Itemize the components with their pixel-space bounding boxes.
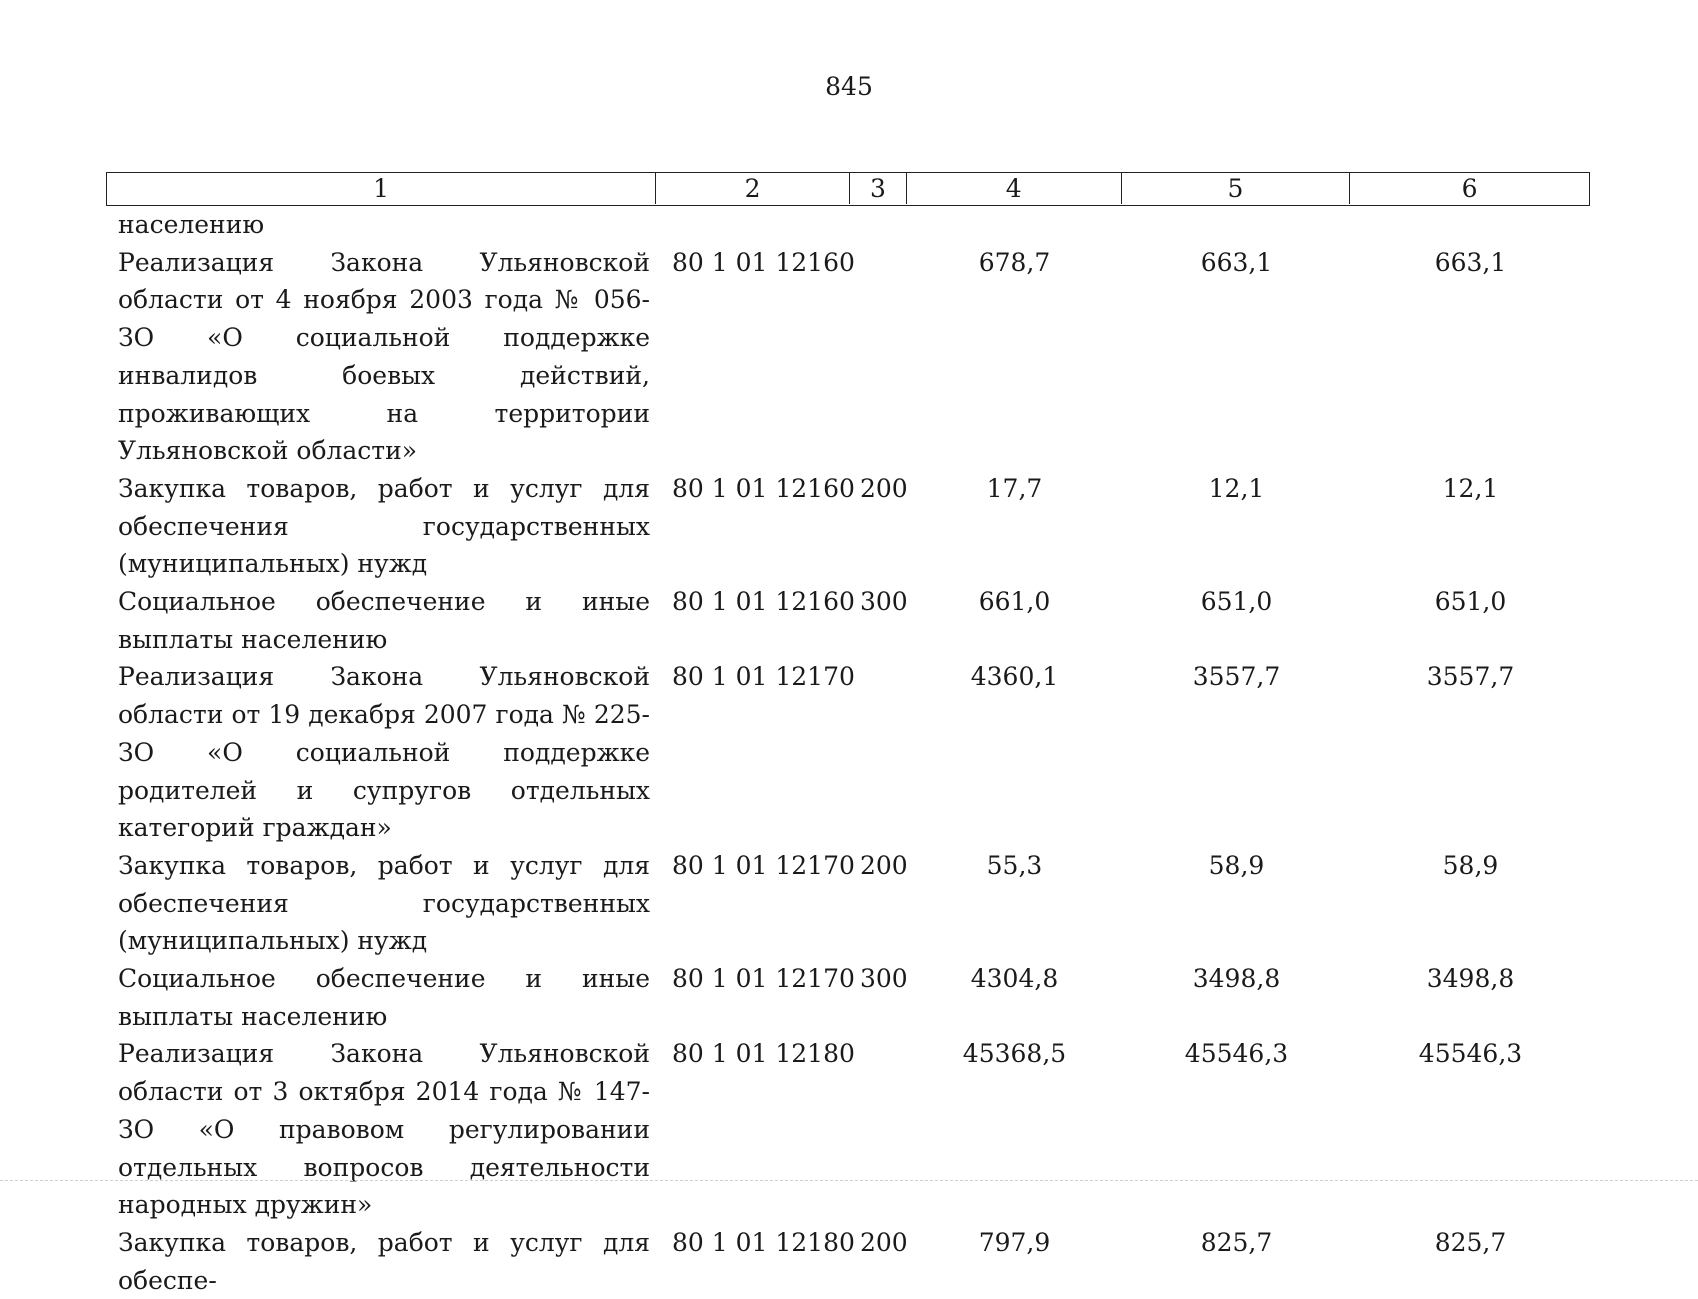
row-value-4: 797,9 bbox=[978, 1227, 1051, 1257]
row-code: 80 1 01 12160 bbox=[672, 247, 855, 277]
row-type bbox=[850, 658, 907, 847]
row-value-5: 3557,7 bbox=[1192, 662, 1281, 692]
table-row bbox=[106, 244, 1590, 470]
row-type: 300 bbox=[860, 964, 908, 994]
row-name: Социальное обеспечение и иные выплаты населению bbox=[118, 964, 650, 1031]
row-value-6: 663,1 bbox=[1434, 247, 1507, 277]
row-value-4: 661,0 bbox=[978, 587, 1051, 617]
row-code bbox=[656, 206, 850, 244]
row-code: 80 1 01 12180 bbox=[672, 1227, 855, 1257]
header-col-5: 5 bbox=[1122, 173, 1351, 204]
row-type: 300 bbox=[860, 587, 908, 617]
row-code: 80 1 01 12170 bbox=[672, 850, 855, 880]
table-header bbox=[106, 172, 1590, 206]
row-type bbox=[850, 1035, 907, 1224]
header-col-1: 1 bbox=[107, 173, 656, 204]
row-name: Закупка товаров, работ и услуг для обеспе- bbox=[118, 1227, 650, 1295]
header-col-4: 4 bbox=[907, 173, 1122, 204]
row-name: населению bbox=[118, 210, 265, 239]
row-type: 200 bbox=[860, 850, 908, 880]
row-value-6: 45546,3 bbox=[1418, 1039, 1523, 1069]
row-code: 80 1 01 12170 bbox=[672, 662, 855, 692]
table-row bbox=[106, 583, 1590, 658]
row-value-5: 45546,3 bbox=[1184, 1039, 1289, 1069]
row-code: 80 1 01 12160 bbox=[672, 473, 855, 503]
row-code: 80 1 01 12160 bbox=[672, 587, 855, 617]
row-value-5 bbox=[1122, 206, 1351, 244]
row-value-4 bbox=[907, 206, 1122, 244]
row-value-4: 17,7 bbox=[986, 473, 1043, 503]
row-name: Закупка товаров, работ и услуг для обеспечения государственных (муниципальных) нужд bbox=[118, 473, 650, 579]
row-value-6: 58,9 bbox=[1442, 850, 1499, 880]
row-value-4: 4360,1 bbox=[970, 662, 1059, 692]
table-row bbox=[106, 658, 1590, 847]
row-name: Социальное обеспечение и иные выплаты населению bbox=[118, 587, 650, 654]
row-value-4: 55,3 bbox=[986, 850, 1043, 880]
table-body bbox=[106, 206, 1590, 1299]
row-type bbox=[850, 206, 907, 244]
row-value-5: 825,7 bbox=[1200, 1227, 1273, 1257]
scan-edge-divider bbox=[0, 1180, 1698, 1181]
row-value-6: 3557,7 bbox=[1426, 662, 1515, 692]
row-value-5: 12,1 bbox=[1208, 473, 1265, 503]
row-value-6: 12,1 bbox=[1442, 473, 1499, 503]
row-value-6: 3498,8 bbox=[1426, 964, 1515, 994]
row-code: 80 1 01 12170 bbox=[672, 964, 855, 994]
header-col-6: 6 bbox=[1461, 174, 1478, 203]
row-type: 200 bbox=[860, 473, 908, 503]
table-row bbox=[106, 1224, 1590, 1299]
table-row bbox=[106, 1035, 1590, 1224]
row-value-4: 4304,8 bbox=[970, 964, 1059, 994]
page-number: 845 bbox=[825, 72, 873, 101]
row-value-6: 651,0 bbox=[1434, 587, 1507, 617]
header-col-3: 3 bbox=[850, 173, 907, 204]
row-value-6: 825,7 bbox=[1434, 1227, 1507, 1257]
row-name: Реализация Закона Ульяновской области от 3 октября 2014 года № 147-ЗО «О правовом регулировании отдельных вопросов деятельности народных дружин» bbox=[118, 1039, 650, 1220]
table-row bbox=[106, 206, 1590, 244]
row-name: Реализация Закона Ульяновской области от 19 декабря 2007 года № 225-ЗО «О социальной поддержке родителей и супругов отдельных категорий граждан» bbox=[118, 662, 650, 843]
table-row bbox=[106, 847, 1590, 960]
row-value-5: 663,1 bbox=[1200, 247, 1273, 277]
row-name: Закупка товаров, работ и услуг для обеспечения государственных (муниципальных) нужд bbox=[118, 850, 650, 956]
table-row bbox=[106, 960, 1590, 1035]
row-value-5: 651,0 bbox=[1200, 587, 1273, 617]
row-value-6 bbox=[1351, 206, 1590, 244]
row-type bbox=[850, 244, 907, 470]
row-code: 80 1 01 12180 bbox=[672, 1039, 855, 1069]
table-row bbox=[106, 470, 1590, 583]
row-type: 200 bbox=[860, 1227, 908, 1257]
row-name: Реализация Закона Ульяновской области от 4 ноября 2003 года № 056-ЗО «О социальной поддержке инвалидов боевых действий, проживающих на территории Ульяновской области» bbox=[118, 247, 650, 466]
header-col-2: 2 bbox=[656, 173, 850, 204]
row-value-4: 45368,5 bbox=[962, 1039, 1067, 1069]
row-value-5: 3498,8 bbox=[1192, 964, 1281, 994]
row-value-4: 678,7 bbox=[978, 247, 1051, 277]
row-value-5: 58,9 bbox=[1208, 850, 1265, 880]
